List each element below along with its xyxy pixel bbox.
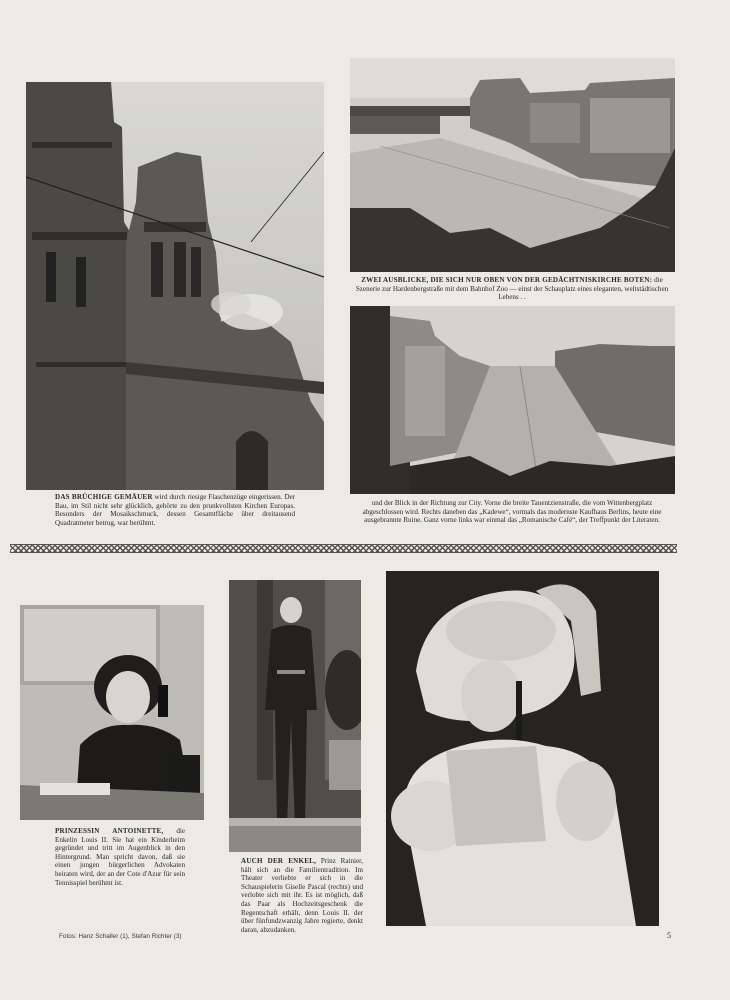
street-city-photo bbox=[350, 306, 675, 494]
antoinette-photo bbox=[20, 605, 204, 820]
street-zoo-caption: ZWEI AUSBLICKE, DIE SICH NUR OBEN VON DER GEDÄCHTNISKIRCHE BOTEN: die Szenerie zur Hardenbergstraße mit dem Bahnhof Zoo — einst der Schauplatz eines eleganten, weltstädtischen Lebens . . bbox=[355, 276, 669, 302]
church-ruin-photo bbox=[26, 82, 324, 490]
pascal-photo bbox=[386, 571, 659, 926]
photo-credits: Fotos: Hanz Schaller (1), Stefan Richter (3) bbox=[59, 933, 182, 940]
street-city-caption: und der Blick in der Richtung zur City. Vorne die breite Tauentzienstraße, die vom Wittenbergplatz abgeschlossen wird. Rechts daneben das „Kadewe“, vormals das modernste Kaufhaus Berlins, heute eine ausgebrannte Ruine. Ganz vorne links war einmal das „Romanische Café“, der Treffpunkt der Literaten. bbox=[362, 499, 662, 525]
page-mark: 5 bbox=[667, 931, 671, 940]
church-caption: DAS BRÜCHIGE GEMÄUER wird durch riesige Flaschenzüge eingerissen. Der Bau, im Stil nicht sehr glücklich, gehörte zu den prunkvollsten Kirchen Europas. Besonders der Mosaikschmuck, dessen Gesamtfläche über dreitausend Quadratmeter betrug, war berühmt. bbox=[55, 493, 295, 527]
section-divider bbox=[10, 544, 677, 553]
rainier-photo bbox=[229, 580, 361, 852]
street-zoo-photo bbox=[350, 58, 675, 272]
antoinette-caption: PRINZESSIN ANTOINETTE, die Enkelin Louis II. Sie hat ein Kinderheim gegründet und tritt im Augenblick in den Hintergrund. Man spricht davon, daß sie einen jungen bürgerlichen Advokaten heiraten wird, der an der Cote d'Azur für sein Tennisspiel berühmt ist. bbox=[55, 827, 185, 887]
rainier-caption: AUCH DER ENKEL, Prinz Rainier, hält sich an die Familientradition. Im Theater verliebte er sich in die Schauspielerin Giselle Pascal (rechts) und verlobte sich mit ihr. Es ist möglich, daß das Paar als Hochzeitsgeschenk die Regentschaft erhält, denn Louis II. der über fünfundzwanzig Jahre regierte, denkt daran, abzudanken. bbox=[241, 857, 363, 934]
